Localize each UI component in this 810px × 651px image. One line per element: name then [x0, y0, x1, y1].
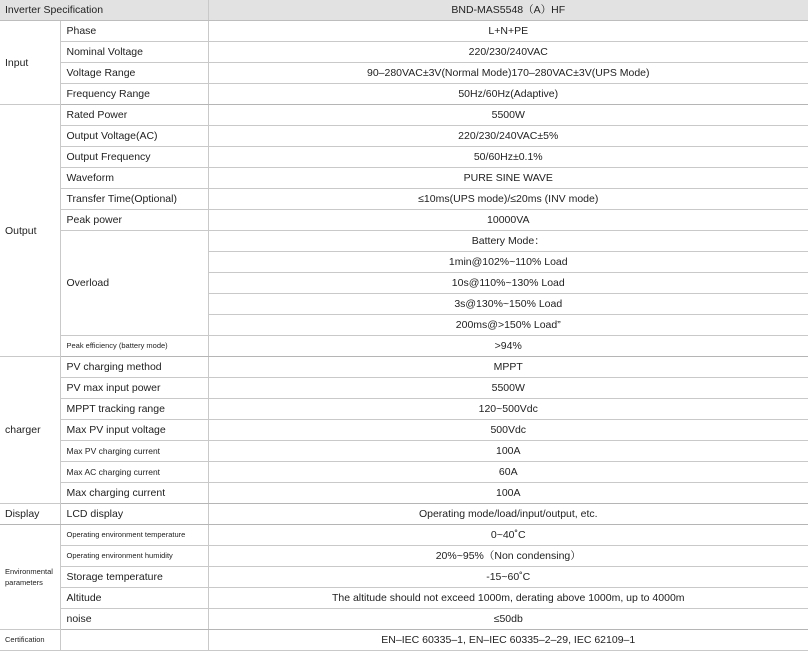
param-label: Frequency Range — [60, 84, 208, 105]
table-row — [0, 546, 808, 567]
param-value: 5500W — [208, 105, 808, 126]
param-value: 50/60Hz±0.1% — [208, 147, 808, 168]
param-value: Battery Mode： — [208, 231, 808, 252]
param-value: 220/230/240VAC — [208, 42, 808, 63]
table-row — [0, 483, 808, 504]
category-charger: charger — [0, 357, 60, 504]
category-environmental — [0, 525, 60, 630]
category-environmental-line2: parameters — [5, 578, 43, 587]
table-row — [0, 84, 808, 105]
param-label: Peak efficiency (battery mode) — [60, 336, 208, 357]
param-label: PV max input power — [60, 378, 208, 399]
param-label: Transfer Time(Optional) — [60, 189, 208, 210]
param-label: Rated Power — [60, 105, 208, 126]
category-environmental-line1: Environmental — [5, 567, 53, 576]
param-value: 1min@102%~110% Load — [208, 252, 808, 273]
param-label: Peak power — [60, 210, 208, 231]
category-output: Output — [0, 105, 60, 357]
param-value: ≤50db — [208, 609, 808, 630]
table-row — [0, 357, 808, 378]
header-row — [0, 0, 808, 21]
param-label: Waveform — [60, 168, 208, 189]
table-row — [0, 378, 808, 399]
category-display: Display — [0, 504, 60, 525]
param-value: 100A — [208, 441, 808, 462]
table-row — [0, 609, 808, 630]
param-value: L+N+PE — [208, 21, 808, 42]
category-input: Input — [0, 21, 60, 105]
param-value: 60A — [208, 462, 808, 483]
param-value: PURE SINE WAVE — [208, 168, 808, 189]
model-name: BND-MAS5548（A）HF — [208, 0, 808, 21]
param-value: -15~60˚C — [208, 567, 808, 588]
table-row — [0, 525, 808, 546]
table-row — [0, 504, 808, 525]
param-value: 90–280VAC±3V(Normal Mode)170–280VAC±3V(UPS Mode) — [208, 63, 808, 84]
param-label: Max PV input voltage — [60, 420, 208, 441]
table-row — [0, 462, 808, 483]
table-row — [0, 147, 808, 168]
param-label: Voltage Range — [60, 63, 208, 84]
table-row — [0, 567, 808, 588]
category-certification: Certification — [0, 630, 60, 651]
table-row — [0, 630, 808, 651]
param-value: 3s@130%~150% Load — [208, 294, 808, 315]
table-row — [0, 441, 808, 462]
param-value: The altitude should not exceed 1000m, derating above 1000m, up to 4000m — [208, 588, 808, 609]
param-value: ≤10ms(UPS mode)/≤20ms (INV mode) — [208, 189, 808, 210]
table-row — [0, 42, 808, 63]
param-value: MPPT — [208, 357, 808, 378]
spec-title: Inverter Specification — [0, 0, 208, 21]
param-label: MPPT tracking range — [60, 399, 208, 420]
param-value: EN–IEC 60335–1, EN–IEC 60335–2–29, IEC 62109–1 — [208, 630, 808, 651]
table-row — [0, 336, 808, 357]
table-row — [0, 21, 808, 42]
param-value: 120~500Vdc — [208, 399, 808, 420]
param-value: >94% — [208, 336, 808, 357]
param-value: 200ms@>150% Load” — [208, 315, 808, 336]
param-label: Operating environment humidity — [60, 546, 208, 567]
param-label-overload: Overload — [60, 231, 208, 336]
param-value: 100A — [208, 483, 808, 504]
table-row — [0, 168, 808, 189]
param-value: 220/230/240VAC±5% — [208, 126, 808, 147]
param-label: Output Voltage(AC) — [60, 126, 208, 147]
table-row — [0, 231, 808, 252]
param-value: 10s@110%~130% Load — [208, 273, 808, 294]
param-label: Max charging current — [60, 483, 208, 504]
param-value: 50Hz/60Hz(Adaptive) — [208, 84, 808, 105]
param-value: 0~40˚C — [208, 525, 808, 546]
param-value: 5500W — [208, 378, 808, 399]
param-label: Nominal Voltage — [60, 42, 208, 63]
table-row — [0, 210, 808, 231]
param-label: Max PV charging current — [60, 441, 208, 462]
param-value: 20%~95%（Non condensing） — [208, 546, 808, 567]
param-value: 10000VA — [208, 210, 808, 231]
table-row — [0, 420, 808, 441]
table-row — [0, 189, 808, 210]
param-label: PV charging method — [60, 357, 208, 378]
table-row — [0, 126, 808, 147]
param-label: Output Frequency — [60, 147, 208, 168]
param-label: Phase — [60, 21, 208, 42]
param-label: LCD display — [60, 504, 208, 525]
param-label: Max AC charging current — [60, 462, 208, 483]
param-label: noise — [60, 609, 208, 630]
table-row — [0, 588, 808, 609]
param-value: 500Vdc — [208, 420, 808, 441]
param-label: Operating environment temperature — [60, 525, 208, 546]
param-label-empty — [60, 630, 208, 651]
table-row — [0, 63, 808, 84]
param-value: Operating mode/load/input/output, etc. — [208, 504, 808, 525]
param-label: Storage temperature — [60, 567, 208, 588]
table-row — [0, 105, 808, 126]
param-label: Altitude — [60, 588, 208, 609]
table-row — [0, 399, 808, 420]
